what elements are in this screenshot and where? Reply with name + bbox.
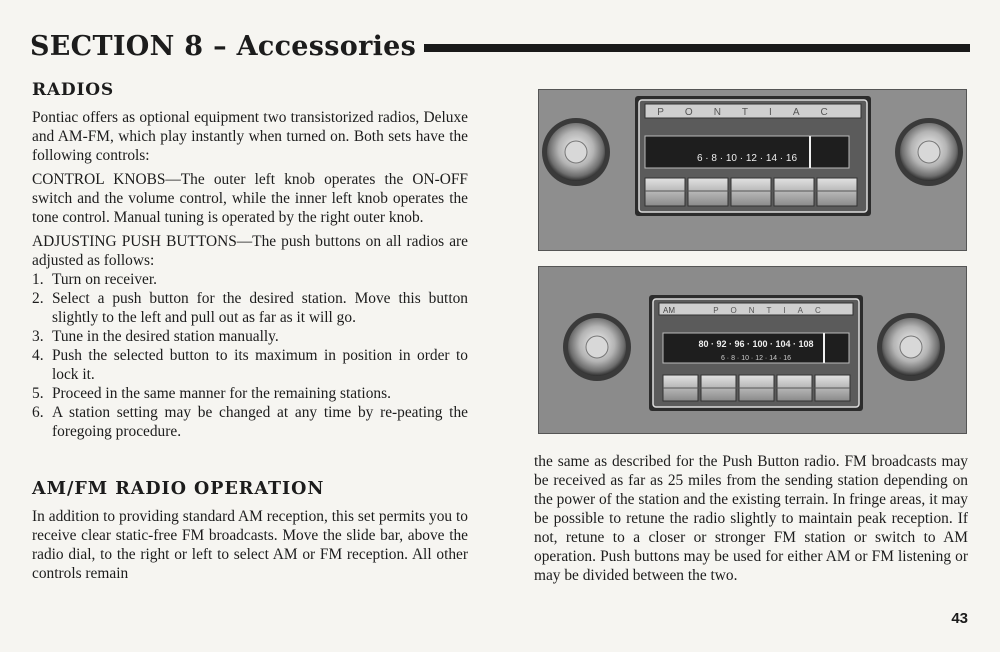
push-button-row — [663, 375, 850, 401]
header-rule — [424, 44, 970, 52]
list-item — [32, 270, 468, 289]
step-number: 3. — [32, 328, 44, 345]
fm-dial-scale: 80 · 92 · 96 · 100 · 104 · 108 — [698, 339, 814, 349]
step-number: 6. — [32, 404, 44, 421]
list-item — [32, 384, 468, 403]
step-number: 4. — [32, 347, 44, 364]
list-item — [32, 346, 468, 384]
section-header — [30, 26, 970, 66]
step-text: Turn on receiver. — [52, 271, 158, 288]
push-buttons-paragraph: ADJUSTING PUSH BUTTONS—The push buttons on all radios are adjusted as follows: — [32, 233, 468, 269]
deluxe-radio-illustration — [539, 90, 966, 250]
step-number: 5. — [32, 385, 44, 402]
amfm-paragraph-1: In addition to providing standard AM reception, this set permits you to receive clear static-free FM broadcasts. Move the slide bar, above the radio dial, to the right or left to select AM or FM reception. All other controls remain — [32, 508, 468, 582]
list-item — [32, 327, 468, 346]
radio-brand-label: PONTIAC — [657, 107, 849, 118]
dial-pointer — [823, 333, 825, 363]
control-knobs-paragraph: CONTROL KNOBS—The outer left knob operates the ON-OFF switch and the volume control, while the inner left knob operates the tone control. Manual tuning is operated by the right outer knob. — [32, 171, 468, 226]
left-knob-icon — [542, 118, 610, 186]
step-text: Select a push button for the desired station. Move this button slightly to the left and pull out as far as it will go. — [52, 290, 468, 326]
am-dial-scale: 6 · 8 · 10 · 12 · 14 · 16 — [696, 153, 798, 164]
section-title: SECTION 8 – Accessories — [30, 30, 417, 62]
step-text: Proceed in the same manner for the remaining stations. — [52, 385, 391, 402]
step-text: Push the selected button to its maximum in position in order to lock it. — [52, 347, 468, 383]
right-knob-icon — [895, 118, 963, 186]
list-item — [32, 289, 468, 327]
band-selector-label: AM — [663, 306, 675, 315]
step-number: 2. — [32, 290, 44, 307]
push-button-row — [645, 178, 857, 206]
list-item — [32, 403, 468, 441]
radios-heading: RADIOS — [32, 80, 114, 100]
step-text: A station setting may be changed at any time by re-peating the foregoing procedure. — [52, 404, 468, 440]
radios-intro: Pontiac offers as optional equipment two transistorized radios, Deluxe and AM-FM, which play instantly when turned on. Both sets have the following controls: — [32, 109, 468, 164]
radio-brand-label: PONTIAC — [713, 306, 833, 315]
amfm-radio-illustration — [539, 267, 966, 433]
left-knob-icon — [563, 313, 631, 381]
am-dial-scale: 6 · 8 · 10 · 12 · 14 · 16 — [720, 355, 792, 362]
dial-pointer — [809, 136, 811, 168]
left-column — [32, 80, 468, 588]
deluxe-radio-photo — [538, 89, 967, 251]
right-knob-icon — [877, 313, 945, 381]
amfm-heading: AM/FM RADIO OPERATION — [32, 479, 325, 499]
step-number: 1. — [32, 271, 44, 288]
step-text: Tune in the desired station manually. — [52, 328, 279, 345]
right-column — [534, 452, 968, 590]
page-number: 43 — [951, 610, 968, 627]
amfm-radio-photo — [538, 266, 967, 434]
amfm-paragraph-2: the same as described for the Push Button radio. FM broadcasts may be received as far as 25 miles from the sending station depending on the power of the station and the existing terrain. In fringe areas, it may be possible to retune the radio slightly to maintain peak reception. If not, retune to a closer or stronger FM station or switch to AM operation. Push buttons may be used for either AM or FM listening or may be divided between the two. — [534, 453, 968, 584]
push-button-steps — [32, 270, 468, 441]
